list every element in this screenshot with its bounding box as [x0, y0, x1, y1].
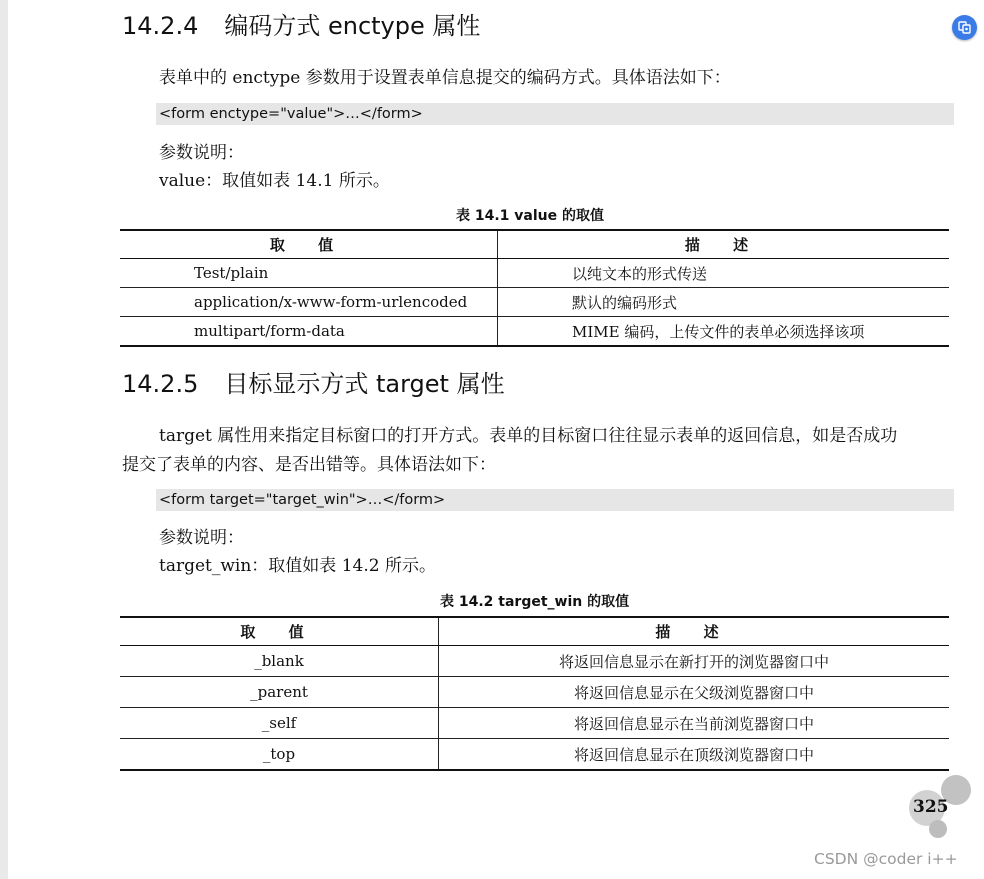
section-intro: 表单中的 enctype 参数用于设置表单信息提交的编码方式。具体语法如下：: [159, 68, 731, 88]
table-row: [120, 317, 949, 347]
section-number: 14.2.5: [122, 370, 199, 398]
section-intro-line1: target 属性用来指定目标窗口的打开方式。表单的目标窗口往往显示表单的返回信息，如是否成功: [159, 426, 898, 446]
value-table: [120, 229, 949, 347]
cell-description: 以纯文本的形式传送: [498, 259, 950, 288]
column-header-value: 取 值: [120, 230, 498, 259]
cell-value: _self: [120, 708, 439, 739]
cell-description: MIME 编码，上传文件的表单必须选择该项: [498, 317, 950, 347]
code-block: <form enctype="value">…</form>: [156, 103, 954, 125]
column-header-value: 取 值: [120, 617, 439, 646]
table-row: [120, 288, 949, 317]
cell-value: _parent: [120, 677, 439, 708]
cell-description: 将返回信息显示在当前浏览器窗口中: [439, 708, 950, 739]
cell-value: Test/plain: [120, 259, 498, 288]
page-number: 325: [913, 797, 949, 817]
cell-description: 将返回信息显示在父级浏览器窗口中: [439, 677, 950, 708]
table-row: [120, 677, 949, 708]
image-search-icon: [958, 21, 971, 34]
table-row: [120, 708, 949, 739]
param-label: 参数说明：: [159, 143, 244, 163]
param-description: target_win：取值如表 14.2 所示。: [159, 556, 436, 576]
table-row: [120, 646, 949, 677]
cell-description: 将返回信息显示在新打开的浏览器窗口中: [439, 646, 950, 677]
table-caption: 表 14.1 value 的取值: [456, 208, 604, 224]
section-intro-line2: 提交了表单的内容、是否出错等。具体语法如下：: [122, 455, 496, 475]
section-heading-target: [122, 364, 505, 399]
watermark: CSDN @coder i++: [814, 850, 958, 868]
code-block: <form target="target_win">…</form>: [156, 489, 954, 511]
table-row: [120, 739, 949, 771]
target-table: [120, 616, 949, 771]
table-caption: 表 14.2 target_win 的取值: [440, 594, 630, 610]
table-row: [120, 259, 949, 288]
cell-value: _blank: [120, 646, 439, 677]
cell-description: 将返回信息显示在顶级浏览器窗口中: [439, 739, 950, 771]
section-number: 14.2.4: [122, 12, 199, 40]
section-title: 目标显示方式 target 属性: [224, 370, 505, 398]
column-header-description: 描 述: [498, 230, 950, 259]
image-search-extension-icon[interactable]: [952, 15, 977, 40]
page-left-edge: [0, 0, 8, 879]
param-description: value：取值如表 14.1 所示。: [159, 171, 390, 191]
column-header-description: 描 述: [439, 617, 950, 646]
cell-value: _top: [120, 739, 439, 771]
table-header-row: [120, 617, 949, 646]
cell-description: 默认的编码形式: [498, 288, 950, 317]
cell-value: multipart/form-data: [120, 317, 498, 347]
section-title: 编码方式 enctype 属性: [224, 12, 481, 40]
table-header-row: [120, 230, 949, 259]
param-label: 参数说明：: [159, 528, 244, 548]
cell-value: application/x-www-form-urlencoded: [120, 288, 498, 317]
section-heading-enctype: [122, 6, 480, 41]
